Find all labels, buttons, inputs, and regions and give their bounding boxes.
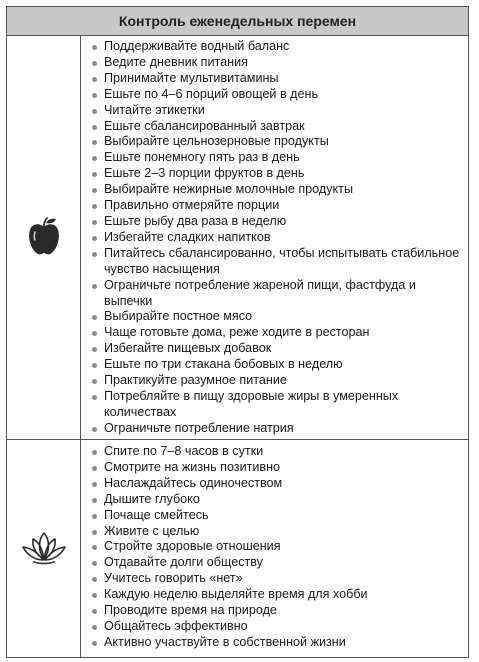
list-item: Ешьте сбалансированный завтрак [91, 119, 464, 135]
list-item: Поддерживайте водный баланс [91, 39, 464, 55]
list-item: Избегайте пищевых добавок [91, 341, 464, 357]
list-item: Стройте здоровые отношения [91, 539, 464, 555]
list-item: Выбирайте нежирные молочные продукты [91, 182, 464, 198]
list-item: Потребляйте в пищу здоровые жиры в умеренных количествах [91, 389, 464, 421]
list-item: Выбирайте постное мясо [91, 309, 464, 325]
list-item: Живите с целью [91, 524, 464, 540]
list-item: Проводите время на природе [91, 603, 464, 619]
nutrition-list [91, 35, 464, 437]
list-item: Чаще готовьте дома, реже ходите в ресторан [91, 325, 464, 341]
list-item: Ограничьте потребление жареной пищи, фастфуда и выпечки [91, 278, 464, 310]
weekly-changes-table [6, 6, 469, 658]
list-item: Отдавайте долги обществу [91, 555, 464, 571]
list-item: Учитесь говорить «нет» [91, 571, 464, 587]
nutrition-section [7, 35, 468, 440]
wellbeing-list-cell [81, 439, 468, 657]
list-item: Принимайте мультивитамины [91, 71, 464, 87]
list-item: Спите по 7–8 часов в сутки [91, 444, 464, 460]
list-item: Ограничьте потребление натрия [91, 421, 464, 437]
list-item: Ешьте по 4–6 порций овощей в день [91, 87, 464, 103]
wellbeing-list [91, 439, 464, 651]
nutrition-icon-cell [7, 35, 81, 439]
table-title: Контроль еженедельных перемен [7, 7, 468, 36]
apple-icon [27, 217, 61, 257]
list-item: Выбирайте цельнозерновые продукты [91, 134, 464, 150]
lotus-icon [20, 531, 68, 565]
list-item: Ешьте понемногу пять раз в день [91, 150, 464, 166]
list-item: Ешьте рыбу два раза в неделю [91, 214, 464, 230]
wellbeing-icon-cell [7, 439, 81, 657]
list-item: Каждую неделю выделяйте время для хобби [91, 587, 464, 603]
list-item: Почаще смейтесь [91, 508, 464, 524]
wellbeing-section [7, 439, 468, 657]
list-item: Читайте этикетки [91, 103, 464, 119]
list-item: Избегайте сладких напитков [91, 230, 464, 246]
list-item: Наслаждайтесь одиночеством [91, 476, 464, 492]
list-item: Общайтесь эффективно [91, 619, 464, 635]
list-item: Ешьте по три стакана бобовых в неделю [91, 357, 464, 373]
list-item: Дышите глубоко [91, 492, 464, 508]
list-item: Ведите дневник питания [91, 55, 464, 71]
list-item: Практикуйте разумное питание [91, 373, 464, 389]
list-item: Смотрите на жизнь позитивно [91, 460, 464, 476]
list-item: Правильно отмеряйте порции [91, 198, 464, 214]
list-item: Ешьте 2–3 порции фруктов в день [91, 166, 464, 182]
list-item: Активно участвуйте в собственной жизни [91, 635, 464, 651]
list-item: Питайтесь сбалансированно, чтобы испытывать стабильное чувство насыщения [91, 246, 464, 278]
nutrition-list-cell [81, 35, 468, 439]
